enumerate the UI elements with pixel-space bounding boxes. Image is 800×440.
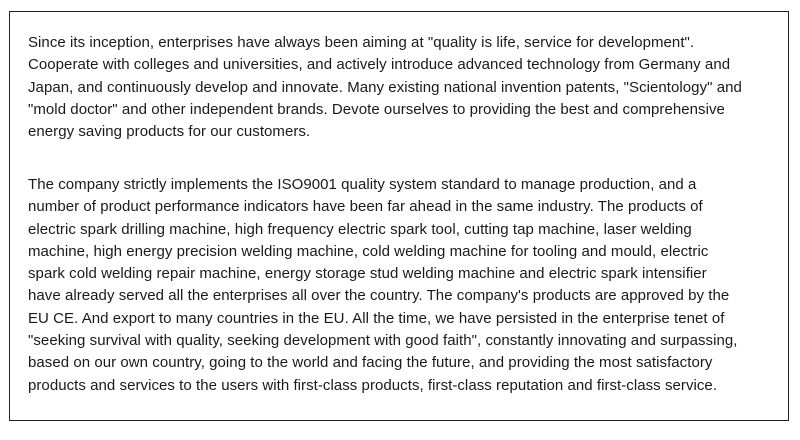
text-line: machine, high energy precision welding machine, cold welding machine for tooling and mould, electric (28, 242, 709, 260)
text-line: Japan, and continuously develop and innovate. Many existing national invention patents, "Scientology" and (28, 78, 742, 96)
text-line: "seeking survival with quality, seeking development with good faith", constantly innovating and surpassing, (28, 332, 738, 350)
text-line: electric spark drilling machine, high frequency electric spark tool, cutting tap machine, laser welding (28, 220, 692, 238)
text-line: spark cold welding repair machine, energy storage stud welding machine and electric spark intensifier (28, 265, 707, 283)
paragraph-quality-and-products (28, 174, 780, 397)
text-line: Since its inception, enterprises have always been aiming at "quality is life, service for development". (28, 34, 695, 51)
text-line: EU CE. And export to many countries in the EU. All the time, we have persisted in the enterprise tenet of (28, 309, 725, 327)
text-line: energy saving products for our customers. (28, 123, 311, 141)
text-line: Cooperate with colleges and universities, and actively introduce advanced technology from Germany and (28, 56, 731, 74)
text-line: number of product performance indicators have been far ahead in the same industry. The products of (28, 198, 703, 216)
paragraph-company-mission (28, 32, 780, 143)
text-line: based on our own country, going to the world and facing the future, and providing the most satisfactory (28, 354, 713, 372)
text-box-frame (9, 11, 789, 421)
text-line: "mold doctor" and other independent brands. Devote ourselves to providing the best and comprehensive (28, 100, 725, 118)
text-line: The company strictly implements the ISO9001 quality system standard to manage production, and a (28, 176, 697, 193)
text-line: have already served all the enterprises all over the country. The company's products are approved by the (28, 287, 730, 305)
text-line: products and services to the users with first-class products, first-class reputation and first-class service. (28, 376, 718, 394)
